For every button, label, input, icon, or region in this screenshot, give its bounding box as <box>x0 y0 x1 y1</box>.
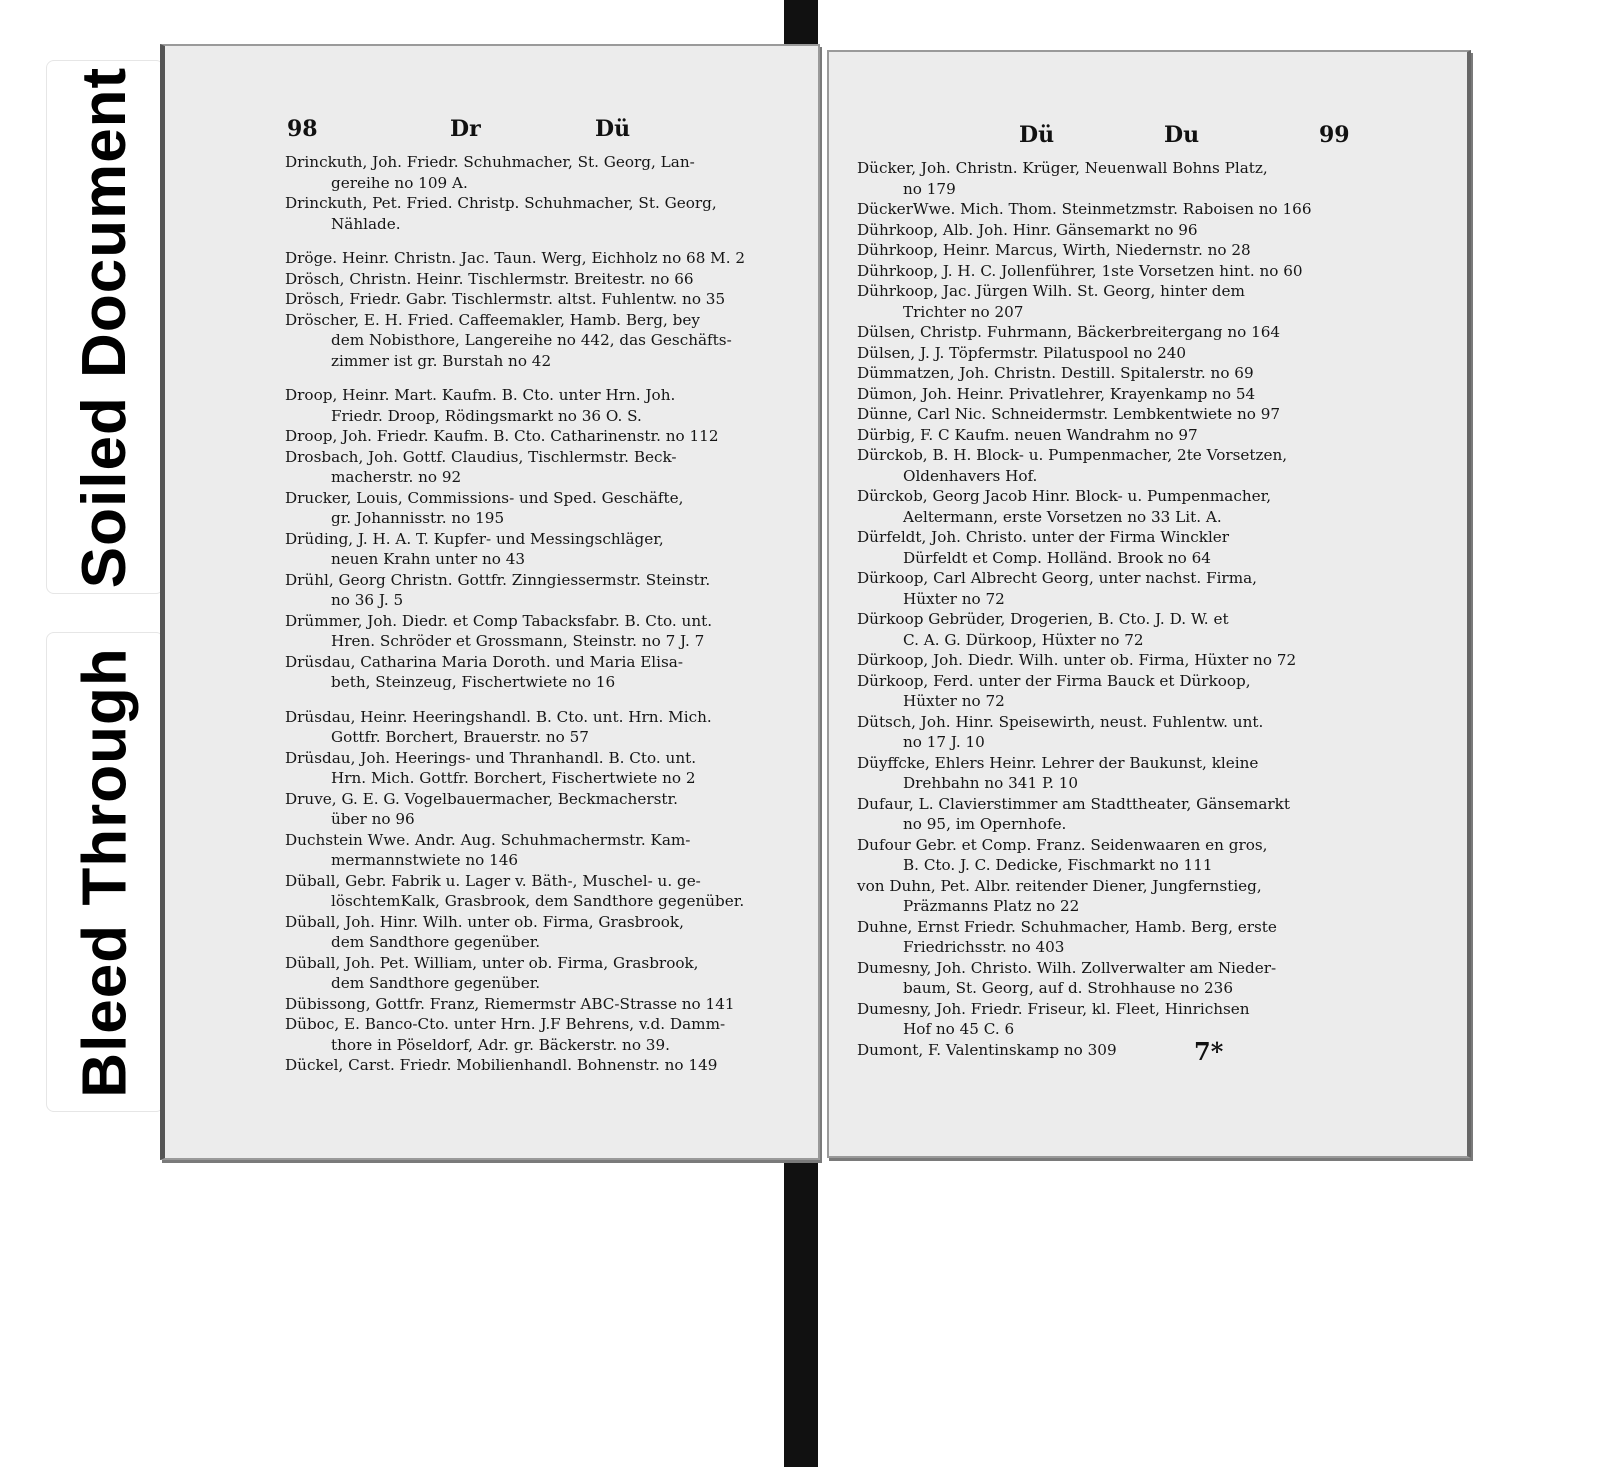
directory-entry <box>857 363 1357 384</box>
directory-entry <box>285 385 785 426</box>
entry-first-line: Düball, Joh. Hinr. Wilh. unter ob. Firma, Grasbrook, <box>285 912 684 931</box>
entry-continuation: löschtemKalk, Grasbrook, dem Sandthore gegenüber. <box>331 892 745 910</box>
directory-entry <box>285 426 785 447</box>
entry-first-line: Drinckuth, Joh. Friedr. Schuhmacher, St. Georg, Lan- <box>285 153 695 171</box>
header-left-key: Dü <box>1019 122 1055 148</box>
entry-first-line: Drühl, Georg Christn. Gottfr. Zinngiessermstr. Steinstr. <box>285 570 711 589</box>
left-page-header <box>165 116 818 156</box>
directory-entry <box>857 404 1357 425</box>
entry-first-line: Dürkoop, Carl Albrecht Georg, unter nachst. Firma, <box>857 569 1257 587</box>
right-page-header <box>829 122 1467 162</box>
directory-entry <box>857 158 1357 199</box>
entry-first-line: Dührkoop, Jac. Jürgen Wilh. St. Georg, hinter dem <box>857 282 1245 300</box>
entry-first-line: Dünne, Carl Nic. Schneidermstr. Lembkentwiete no 97 <box>857 405 1281 423</box>
entry-first-line: Dührkoop, J. H. C. Jollenführer, 1ste Vorsetzen hint. no 60 <box>857 261 1303 280</box>
entry-continuation: dem Nobisthore, Langereihe no 442, das Geschäfts- zimmer ist gr. Burstah no 42 <box>331 331 732 370</box>
entry-first-line: Düball, Joh. Pet. William, unter ob. Firma, Grasbrook, <box>285 953 699 972</box>
bleed-through-text: Bleed Through <box>70 646 140 1098</box>
directory-entry <box>285 953 785 994</box>
entry-first-line: Droop, Heinr. Mart. Kaufm. B. Cto. unter Hrn. Joh. <box>285 386 676 404</box>
bleed-through-label <box>46 632 164 1112</box>
entry-first-line: Drüsdau, Heinr. Heeringshandl. B. Cto. unt. Hrn. Mich. <box>285 707 712 726</box>
entry-first-line: Dücker, Joh. Christn. Krüger, Neuenwall Bohns Platz, <box>857 159 1268 177</box>
directory-entry <box>285 1055 785 1076</box>
entry-first-line: Dümon, Joh. Heinr. Privatlehrer, Krayenkamp no 54 <box>857 384 1256 403</box>
entry-first-line: Duhne, Ernst Friedr. Schuhmacher, Hamb. Berg, erste <box>857 917 1277 936</box>
directory-entry <box>857 794 1357 835</box>
entry-first-line: Dürfeldt, Joh. Christo. unter der Firma Winckler <box>857 528 1230 546</box>
directory-entry <box>285 529 785 570</box>
directory-entry <box>857 876 1357 917</box>
directory-entry <box>857 425 1357 446</box>
entry-continuation: Friedrichsstr. no 403 <box>903 938 1065 956</box>
entry-continuation: über no 96 <box>331 810 415 828</box>
entry-continuation: B. Cto. J. C. Dedicke, Fischmarkt no 111 <box>903 856 1213 874</box>
directory-entry <box>857 650 1357 671</box>
directory-entry <box>857 486 1357 527</box>
entry-continuation: Hüxter no 72 <box>903 589 1005 608</box>
header-left-key: Dr <box>450 116 481 142</box>
entry-first-line: Drüsdau, Catharina Maria Doroth. und Maria Elisa- <box>285 652 683 671</box>
entry-first-line: Dumesny, Joh. Christo. Wilh. Zollverwalter am Nieder- <box>857 958 1277 977</box>
entry-first-line: Dübissong, Gottfr. Franz, Riemermstr ABC-Strasse no 141 <box>285 994 735 1013</box>
entry-first-line: Dürbig, F. C Kaufm. neuen Wandrahm no 97 <box>857 425 1198 444</box>
entry-continuation: Hof no 45 C. 6 <box>903 1020 1015 1038</box>
entry-first-line: Düboc, E. Banco-Cto. unter Hrn. J.F Behrens, v.d. Damm- <box>285 1015 726 1033</box>
entry-continuation: baum, St. Georg, auf d. Strohhause no 236 <box>903 979 1234 997</box>
entry-first-line: Drümmer, Joh. Diedr. et Comp Tabacksfabr. B. Cto. unt. <box>285 611 713 630</box>
header-right-key: Du <box>1164 122 1200 148</box>
directory-entry <box>285 611 785 652</box>
directory-entry <box>857 753 1357 794</box>
soiled-document-text: Soiled Document <box>70 66 140 588</box>
entry-continuation: dem Sandthore gegenüber. <box>331 933 541 951</box>
directory-entry <box>285 269 785 290</box>
entry-continuation: no 179 <box>903 179 956 198</box>
entry-continuation: Drehbahn no 341 P. 10 <box>903 774 1079 792</box>
entry-first-line: Drösch, Friedr. Gabr. Tischlermstr. altst. Fuhlentw. no 35 <box>285 290 726 308</box>
entry-continuation: C. A. G. Dürkoop, Hüxter no 72 <box>903 630 1144 649</box>
entry-first-line: Droop, Joh. Friedr. Kaufm. B. Cto. Catharinenstr. no 112 <box>285 427 719 445</box>
directory-entry <box>857 445 1357 486</box>
entry-continuation: Trichter no 207 <box>903 302 1024 321</box>
directory-entry <box>285 830 785 871</box>
soiled-document-label <box>46 60 164 594</box>
entry-first-line: Dürkoop, Joh. Diedr. Wilh. unter ob. Firma, Hüxter no 72 <box>857 651 1297 669</box>
entry-continuation: mermannstwiete no 146 <box>331 851 519 869</box>
entry-first-line: Dülsen, J. J. Töpfermstr. Pilatuspool no 240 <box>857 343 1187 362</box>
directory-entry <box>857 671 1357 712</box>
directory-entry <box>857 568 1357 609</box>
entry-first-line: Dütsch, Joh. Hinr. Speisewirth, neust. Fuhlentw. unt. <box>857 712 1264 731</box>
directory-entry <box>285 248 785 269</box>
entry-first-line: Dufour Gebr. et Comp. Franz. Seidenwaaren en gros, <box>857 835 1268 854</box>
entry-first-line: Drüsdau, Joh. Heerings- und Thranhandl. B. Cto. unt. <box>285 748 697 767</box>
entry-first-line: Dümmatzen, Joh. Christn. Destill. Spitalerstr. no 69 <box>857 364 1254 382</box>
right-page <box>827 50 1471 1158</box>
entry-first-line: Drösch, Christn. Heinr. Tischlermstr. Breitestr. no 66 <box>285 269 694 288</box>
directory-entry <box>285 652 785 693</box>
directory-entry <box>285 310 785 372</box>
entry-continuation: no 95, im Opernhofe. <box>903 815 1067 833</box>
entry-continuation: beth, Steinzeug, Fischertwiete no 16 <box>331 673 616 691</box>
entry-first-line: Dürkoop, Ferd. unter der Firma Bauck et Dürkoop, <box>857 671 1251 690</box>
directory-entry <box>285 994 785 1015</box>
directory-entry <box>857 220 1357 241</box>
entry-first-line: Druve, G. E. G. Vogelbauermacher, Beckmacherstr. <box>285 789 678 808</box>
entry-continuation: Nählade. <box>331 214 401 233</box>
entry-first-line: DückerWwe. Mich. Thom. Steinmetzmstr. Raboisen no 166 <box>857 200 1312 218</box>
entry-continuation: gereihe no 109 A. <box>331 173 468 192</box>
directory-entry <box>285 152 785 193</box>
entry-first-line: Drinckuth, Pet. Fried. Christp. Schuhmacher, St. Georg, <box>285 194 717 212</box>
entry-continuation: Oldenhavers Hof. <box>903 466 1038 485</box>
directory-entry <box>285 871 785 912</box>
directory-entry <box>285 707 785 748</box>
entry-continuation: Hrn. Mich. Gottfr. Borchert, Fischertwiete no 2 <box>331 769 696 787</box>
entry-continuation: Aeltermann, erste Vorsetzen no 33 Lit. A. <box>903 507 1222 526</box>
directory-entry <box>857 958 1357 999</box>
entry-first-line: Düball, Gebr. Fabrik u. Lager v. Bäth-, Muschel- u. ge- <box>285 871 701 890</box>
entry-continuation: Dürfeldt et Comp. Holländ. Brook no 64 <box>903 548 1211 567</box>
entry-continuation: no 17 J. 10 <box>903 733 985 751</box>
entry-continuation: Gottfr. Borchert, Brauerstr. no 57 <box>331 728 589 746</box>
left-page <box>160 44 820 1160</box>
entry-continuation: no 36 J. 5 <box>331 591 404 609</box>
directory-entry <box>285 789 785 830</box>
entry-first-line: von Duhn, Pet. Albr. reitender Diener, Jungfernstieg, <box>857 876 1262 895</box>
directory-entry <box>857 527 1357 568</box>
entry-first-line: Dürkoop Gebrüder, Drogerien, B. Cto. J. D. W. et <box>857 610 1229 628</box>
page-number-right: 99 <box>1319 122 1350 148</box>
directory-entry <box>285 1014 785 1055</box>
header-right-key: Dü <box>595 116 631 142</box>
entry-continuation: Hren. Schröder et Grossmann, Steinstr. no 7 J. 7 <box>331 632 705 650</box>
directory-entry <box>857 835 1357 876</box>
directory-entry <box>285 447 785 488</box>
entry-first-line: Drosbach, Joh. Gottf. Claudius, Tischlermstr. Beck- <box>285 447 677 466</box>
entry-first-line: Dührkoop, Alb. Joh. Hinr. Gänsemarkt no 96 <box>857 220 1198 239</box>
entry-continuation: thore in Pöseldorf, Adr. gr. Bäckerstr. no 39. <box>331 1035 670 1054</box>
entry-first-line: Dumesny, Joh. Friedr. Friseur, kl. Fleet, Hinrichsen <box>857 999 1250 1018</box>
directory-entry <box>857 712 1357 753</box>
left-entries <box>285 152 785 1076</box>
entry-first-line: Duchstein Wwe. Andr. Aug. Schuhmachermstr. Kam- <box>285 830 691 849</box>
directory-entry <box>857 343 1357 364</box>
directory-entry <box>857 322 1357 343</box>
directory-entry <box>857 199 1357 220</box>
entry-continuation: dem Sandthore gegenüber. <box>331 974 541 992</box>
spine-bottom <box>784 1152 818 1467</box>
entry-first-line: Dumont, F. Valentinskamp no 309 <box>857 1040 1117 1059</box>
directory-entry <box>857 999 1357 1040</box>
directory-entry <box>857 261 1357 282</box>
entry-first-line: Dröscher, E. H. Fried. Caffeemakler, Hamb. Berg, bey <box>285 310 700 329</box>
entry-first-line: Dülsen, Christp. Fuhrmann, Bäckerbreitergang no 164 <box>857 323 1281 341</box>
entry-continuation: neuen Krahn unter no 43 <box>331 550 526 568</box>
directory-entry <box>857 281 1357 322</box>
directory-entry <box>857 240 1357 261</box>
directory-entry <box>857 609 1357 650</box>
entry-first-line: Dürckob, B. H. Block- u. Pumpenmacher, 2te Vorsetzen, <box>857 446 1288 464</box>
directory-entry <box>285 570 785 611</box>
entry-first-line: Düyffcke, Ehlers Heinr. Lehrer der Baukunst, kleine <box>857 753 1259 772</box>
entry-continuation: gr. Johannisstr. no 195 <box>331 509 505 527</box>
signature-mark: 7* <box>1194 1037 1224 1066</box>
directory-entry <box>857 917 1357 958</box>
entry-continuation: Hüxter no 72 <box>903 692 1005 710</box>
entry-first-line: Dröge. Heinr. Christn. Jac. Taun. Werg, Eichholz no 68 M. 2 <box>285 249 746 267</box>
entry-continuation: Friedr. Droop, Rödingsmarkt no 36 O. S. <box>331 406 642 425</box>
entry-continuation: Präzmanns Platz no 22 <box>903 897 1080 915</box>
directory-entry <box>285 193 785 234</box>
directory-entry <box>857 1040 1357 1061</box>
right-entries <box>857 158 1357 1060</box>
directory-entry <box>285 289 785 310</box>
entry-first-line: Dückel, Carst. Friedr. Mobilienhandl. Bohnenstr. no 149 <box>285 1056 718 1074</box>
entry-first-line: Drüding, J. H. A. T. Kupfer- und Messingschläger, <box>285 529 664 548</box>
entry-first-line: Dührkoop, Heinr. Marcus, Wirth, Niedernstr. no 28 <box>857 241 1251 259</box>
directory-entry <box>857 384 1357 405</box>
entry-continuation: macherstr. no 92 <box>331 468 462 486</box>
entry-first-line: Drucker, Louis, Commissions- und Sped. Geschäfte, <box>285 488 684 507</box>
entry-first-line: Dürckob, Georg Jacob Hinr. Block- u. Pumpenmacher, <box>857 487 1272 505</box>
directory-entry <box>285 912 785 953</box>
directory-entry <box>285 488 785 529</box>
directory-entry <box>285 748 785 789</box>
entry-first-line: Dufaur, L. Clavierstimmer am Stadttheater, Gänsemarkt <box>857 794 1290 813</box>
page-number-left: 98 <box>287 116 318 142</box>
